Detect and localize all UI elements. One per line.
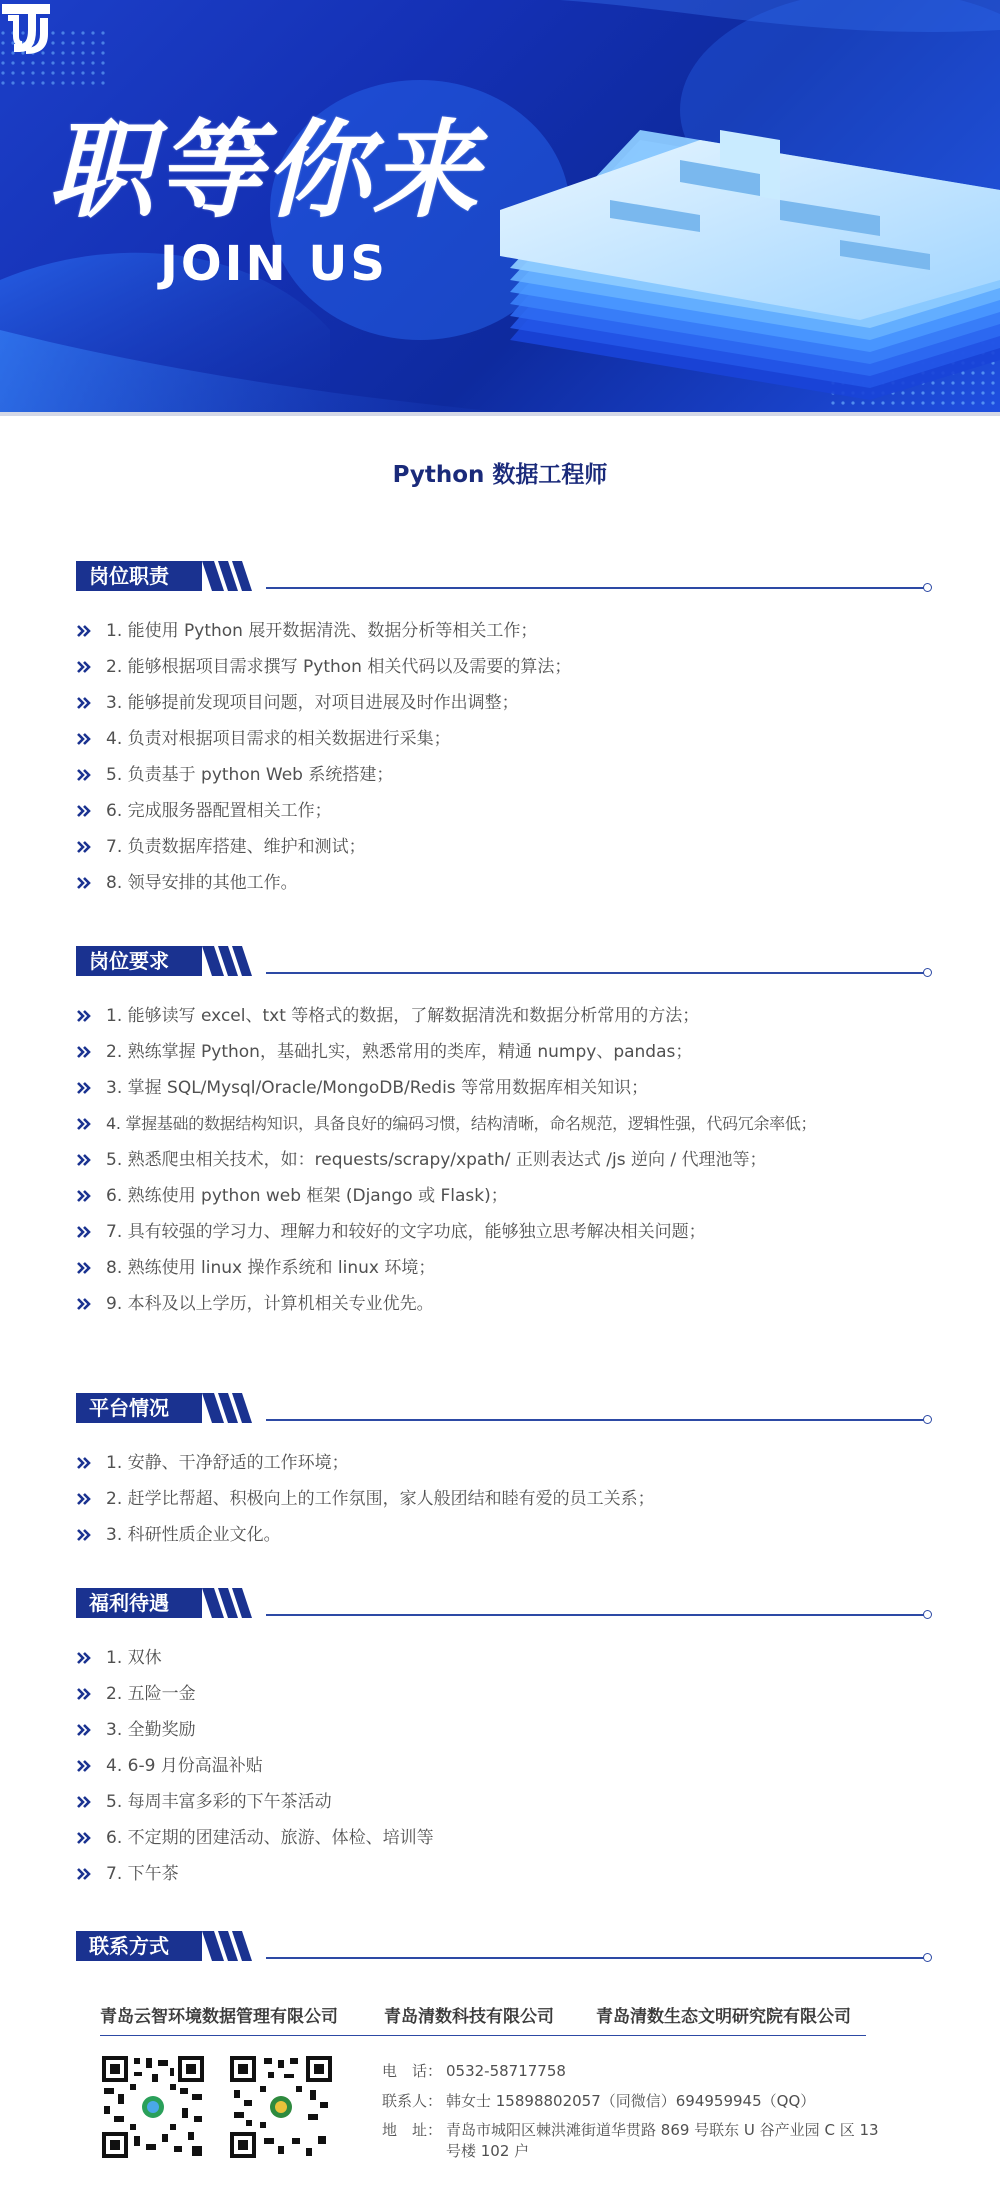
company-name: 青岛云智环境数据管理有限公司: [100, 2007, 338, 2027]
list-item: [76, 721, 932, 757]
list-item: [76, 1712, 932, 1748]
double-chevron-icon: [76, 804, 92, 818]
list-item-text: 6. 完成服务器配置相关工作；: [106, 801, 332, 821]
double-chevron-icon: [76, 1492, 92, 1506]
double-chevron-icon: [76, 1009, 92, 1023]
double-chevron-icon: [76, 1225, 92, 1239]
section-label: 联系方式: [76, 1931, 202, 1961]
list-item: [76, 998, 932, 1034]
list-item: [76, 685, 932, 721]
list-item-text: 1. 双休: [106, 1648, 162, 1668]
banner-divider: [0, 412, 1000, 416]
section-rule: [266, 1614, 926, 1616]
double-chevron-icon: [76, 1867, 92, 1881]
company-name: 青岛清数生态文明研究院有限公司: [596, 2007, 851, 2027]
section-responsibilities: [76, 561, 932, 901]
company-names: [100, 2002, 866, 2036]
section-label: 福利待遇: [76, 1588, 202, 1618]
section-label: 岗位要求: [76, 946, 202, 976]
list-item: [76, 1286, 932, 1322]
list-item: [76, 1178, 932, 1214]
list-item-text: 2. 能够根据项目需求撰写 Python 相关代码以及需要的算法；: [106, 657, 572, 677]
list-item: [76, 865, 932, 901]
list-item: [76, 1748, 932, 1784]
responsibility-list: [76, 613, 932, 901]
list-item-text: 2. 五险一金: [106, 1684, 196, 1704]
stripes-icon: [202, 561, 266, 591]
list-item: [76, 1856, 932, 1892]
list-item: [76, 1820, 932, 1856]
section-rule: [266, 1957, 926, 1959]
stripes-icon: [202, 946, 266, 976]
rule-end-dot-icon: [923, 1953, 932, 1962]
contact-person-value: 韩女士 15898802057（同微信）694959945（QQ）: [446, 2092, 816, 2110]
section-label: 岗位职责: [76, 561, 202, 591]
list-item-text: 8. 熟练使用 linux 操作系统和 linux 环境；: [106, 1258, 436, 1278]
section-header: [76, 1588, 932, 1618]
platform-list: [76, 1445, 932, 1553]
section-header: [76, 946, 932, 976]
list-item: [76, 1481, 932, 1517]
section-header: [76, 561, 932, 591]
list-item-text: 1. 能使用 Python 展开数据清洗、数据分析等相关工作；: [106, 621, 538, 641]
list-item-text: 5. 每周丰富多彩的下午茶活动: [106, 1792, 332, 1812]
rule-end-dot-icon: [923, 968, 932, 977]
section-contact: [76, 1931, 932, 1961]
phone-row: [382, 2056, 942, 2086]
list-item-text: 1. 能够读写 excel、txt 等格式的数据，了解数据清洗和数据分析常用的方法；: [106, 1006, 700, 1026]
double-chevron-icon: [76, 876, 92, 890]
section-header: [76, 1931, 932, 1961]
stripes-icon: [202, 1393, 266, 1423]
list-item-text: 7. 负责数据库搭建、维护和测试；: [106, 837, 366, 857]
job-title: Python 数据工程师: [392, 462, 608, 488]
double-chevron-icon: [76, 1297, 92, 1311]
list-item: [76, 1445, 932, 1481]
list-item-text: 6. 不定期的团建活动、旅游、体检、培训等: [106, 1828, 434, 1848]
company-name: 青岛清数科技有限公司: [384, 2007, 554, 2027]
banner-title: 职等你来: [48, 109, 480, 232]
double-chevron-icon: [76, 696, 92, 710]
stripes-icon: [202, 1931, 266, 1961]
list-item: [76, 1517, 932, 1553]
section-requirements: [76, 946, 932, 1322]
stripes-icon: [202, 1588, 266, 1618]
hero-banner: [0, 0, 1000, 414]
double-chevron-icon: [76, 768, 92, 782]
rule-end-dot-icon: [923, 1415, 932, 1424]
list-item-text: 5. 负责基于 python Web 系统搭建；: [106, 765, 394, 785]
list-item-text: 9. 本科及以上学历，计算机相关专业优先。: [106, 1294, 434, 1314]
rule-end-dot-icon: [923, 583, 932, 592]
list-item-text: 4. 掌握基础的数据结构知识，具备良好的编码习惯，结构清晰，命名规范，逻辑性强，代码冗余率低；: [106, 1114, 817, 1133]
list-item-text: 4. 6-9 月份高温补贴: [106, 1756, 263, 1776]
double-chevron-icon: [76, 840, 92, 854]
list-item: [76, 829, 932, 865]
section-label: 平台情况: [76, 1393, 202, 1423]
section-rule: [266, 1419, 926, 1421]
double-chevron-icon: [76, 624, 92, 638]
double-chevron-icon: [76, 1045, 92, 1059]
list-item-text: 6. 熟练使用 python web 框架 (Django 或 Flask)；: [106, 1186, 508, 1206]
section-rule: [266, 972, 926, 974]
double-chevron-icon: [76, 1795, 92, 1809]
list-item-text: 3. 能够提前发现项目问题，对项目进展及时作出调整；: [106, 693, 519, 713]
list-item-text: 3. 科研性质企业文化。: [106, 1525, 281, 1545]
list-item: [76, 1106, 932, 1142]
double-chevron-icon: [76, 1081, 92, 1095]
double-chevron-icon: [76, 732, 92, 746]
list-item-text: 2. 熟练掌握 Python，基础扎实，熟悉常用的类库，精通 numpy、pandas；: [106, 1042, 693, 1062]
list-item: [76, 1214, 932, 1250]
phone-label: 电 话：: [382, 2062, 443, 2080]
phone-value[interactable]: 0532-58717758: [446, 2062, 566, 2080]
list-item-text: 2. 赶学比帮超、积极向上的工作氛围，家人般团结和睦有爱的员工关系；: [106, 1489, 655, 1509]
list-item-text: 1. 安静、干净舒适的工作环境；: [106, 1453, 349, 1473]
section-benefits: [76, 1588, 932, 1892]
contact-person-row: [382, 2086, 942, 2116]
double-chevron-icon: [76, 1153, 92, 1167]
section-rule: [266, 587, 926, 589]
list-item-text: 3. 全勤奖励: [106, 1720, 196, 1740]
list-item: [76, 1142, 932, 1178]
banner-subtitle: JOIN US: [160, 236, 388, 292]
list-item-text: 4. 负责对根据项目需求的相关数据进行采集；: [106, 729, 451, 749]
double-chevron-icon: [76, 1528, 92, 1542]
list-item: [76, 1784, 932, 1820]
section-header: [76, 1393, 932, 1423]
double-chevron-icon: [76, 1189, 92, 1203]
double-chevron-icon: [76, 1687, 92, 1701]
qr-code-icon[interactable]: [100, 2054, 206, 2160]
list-item-text: 3. 掌握 SQL/Mysql/Oracle/MongoDB/Redis 等常用数据库相关知识；: [106, 1078, 649, 1098]
list-item-text: 7. 具有较强的学习力、理解力和较好的文字功底，能够独立思考解决相关问题；: [106, 1222, 706, 1242]
list-item-text: 8. 领导安排的其他工作。: [106, 873, 298, 893]
contact-info: [382, 2056, 942, 2160]
list-item-text: 7. 下午茶: [106, 1864, 179, 1884]
requirement-list: [76, 998, 932, 1322]
benefit-list: [76, 1640, 932, 1892]
double-chevron-icon: [76, 1723, 92, 1737]
double-chevron-icon: [76, 1759, 92, 1773]
list-item: [76, 1070, 932, 1106]
address-value: 青岛市城阳区棘洪滩街道华贯路 869 号联东 U 谷产业园 C 区 13 号楼 102 户: [446, 2121, 879, 2160]
list-item-text: 5. 熟悉爬虫相关技术，如：requests/scrapy/xpath/ 正则表达式 /js 逆向 / 代理池等；: [106, 1150, 767, 1170]
double-chevron-icon: [76, 1831, 92, 1845]
list-item: [76, 757, 932, 793]
list-item: [76, 1250, 932, 1286]
list-item: [76, 1676, 932, 1712]
double-chevron-icon: [76, 1651, 92, 1665]
double-chevron-icon: [76, 1261, 92, 1275]
section-platform: [76, 1393, 932, 1553]
list-item: [76, 613, 932, 649]
address-label: 地 址：: [382, 2121, 443, 2139]
double-chevron-icon: [76, 660, 92, 674]
list-item: [76, 1034, 932, 1070]
rule-end-dot-icon: [923, 1610, 932, 1619]
qr-code-icon[interactable]: [228, 2054, 334, 2160]
address-row: [382, 2116, 942, 2160]
list-item: [76, 793, 932, 829]
company-logo-icon: [0, 0, 52, 56]
double-chevron-icon: [76, 1456, 92, 1470]
list-item: [76, 649, 932, 685]
contact-person-label: 联系人：: [382, 2092, 443, 2110]
double-chevron-icon: [76, 1117, 92, 1131]
list-item: [76, 1640, 932, 1676]
